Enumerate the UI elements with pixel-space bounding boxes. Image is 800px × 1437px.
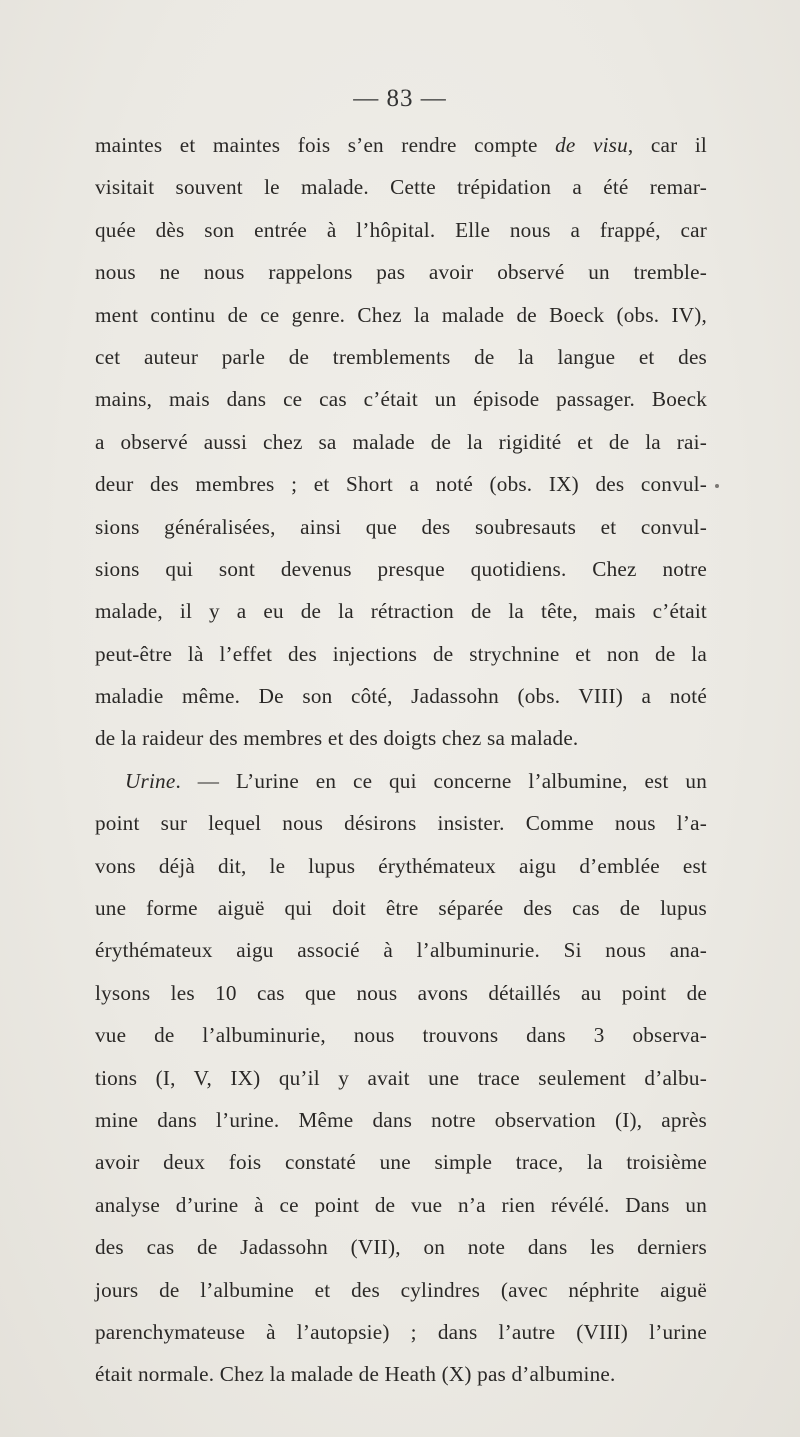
body-text xyxy=(95,124,707,1396)
page-number: — 83 — xyxy=(353,85,447,112)
text-line xyxy=(95,124,707,166)
text-run: . — L’urine en ce qui concerne l’albumine, est un xyxy=(175,768,707,793)
text-line xyxy=(95,760,707,802)
text-line xyxy=(95,1099,707,1141)
text-line xyxy=(95,633,707,675)
text-run: lysons les 10 cas que nous avons détaillés au point de xyxy=(95,980,707,1005)
text-line xyxy=(95,717,707,759)
text-run: a observé aussi chez sa malade de la rigidité et de la rai- xyxy=(95,429,707,454)
text-line xyxy=(95,251,707,293)
text-run: une forme aiguë qui doit être séparée des cas de lupus xyxy=(95,896,707,921)
text-run: érythémateux aigu associé à l’albuminurie. Si nous ana- xyxy=(95,938,707,963)
text-line xyxy=(95,887,707,929)
text-line xyxy=(95,336,707,378)
text-line xyxy=(95,463,707,505)
text-run: cet auteur parle de tremblements de la langue et des xyxy=(95,344,707,369)
text-line xyxy=(95,421,707,463)
text-run: point sur lequel nous désirons insister. Comme nous l’a- xyxy=(95,811,707,836)
text-line xyxy=(95,1184,707,1226)
margin-speck xyxy=(715,484,719,488)
text-run: tions (I, V, IX) qu’il y avait une trace seulement d’albu- xyxy=(95,1065,707,1090)
text-run: ment continu de ce genre. Chez la malade de Boeck (obs. IV), xyxy=(95,302,707,327)
text-run: analyse d’urine à ce point de vue n’a rien révélé. Dans un xyxy=(95,1192,707,1217)
text-run: vons déjà dit, le lupus érythémateux aigu d’emblée est xyxy=(95,853,707,878)
text-run: des cas de Jadassohn (VII), on note dans les derniers xyxy=(95,1235,707,1260)
text-line xyxy=(95,972,707,1014)
text-run: vue de l’albuminurie, nous trouvons dans 3 observa- xyxy=(95,1023,707,1048)
text-run: mine dans l’urine. Même dans notre observation (I), après xyxy=(95,1107,707,1132)
text-run: deur des membres ; et Short a noté (obs. IX) des convul- xyxy=(95,472,707,497)
text-run: maintes et maintes fois s’en rendre compte xyxy=(95,133,556,157)
text-run: parenchymateuse à l’autopsie) ; dans l’autre (VIII) l’urine xyxy=(95,1319,707,1344)
text-run: maladie même. De son côté, Jadassohn (obs. VIII) a noté xyxy=(95,684,707,709)
text-run: malade, il y a eu de la rétraction de la tête, mais c’était xyxy=(95,599,707,624)
text-line xyxy=(95,378,707,420)
text-line xyxy=(95,294,707,336)
text-run: , car il xyxy=(627,133,707,157)
text-line xyxy=(95,1311,707,1353)
text-line xyxy=(95,675,707,717)
text-run: avoir deux fois constaté une simple trace, la troisième xyxy=(95,1150,707,1175)
text-run: visitait souvent le malade. Cette trépidation a été remar- xyxy=(95,175,707,200)
text-line xyxy=(95,590,707,632)
italic-text: Urine xyxy=(125,768,176,793)
text-line xyxy=(95,209,707,251)
text-run: quée dès son entrée à l’hôpital. Elle nous a frappé, car xyxy=(95,217,707,242)
italic-text: de visu xyxy=(555,133,628,157)
text-line xyxy=(95,548,707,590)
text-run: de la raideur des membres et des doigts chez sa malade. xyxy=(95,726,579,751)
text-line xyxy=(95,166,707,208)
text-line xyxy=(95,1014,707,1056)
text-line xyxy=(95,1226,707,1268)
text-line xyxy=(95,1353,707,1395)
text-line xyxy=(95,845,707,887)
text-line xyxy=(95,1269,707,1311)
text-line xyxy=(95,506,707,548)
text-line xyxy=(95,1057,707,1099)
text-run: jours de l’albumine et des cylindres (avec néphrite aiguë xyxy=(95,1277,707,1302)
text-run: sions qui sont devenus presque quotidiens. Chez notre xyxy=(95,556,707,581)
text-line xyxy=(95,929,707,971)
text-line xyxy=(95,802,707,844)
text-run: sions généralisées, ainsi que des soubresauts et convul- xyxy=(95,514,707,539)
text-run: peut-être là l’effet des injections de strychnine et non de la xyxy=(95,641,707,666)
text-run: nous ne nous rappelons pas avoir observé un tremble- xyxy=(95,260,707,285)
text-line xyxy=(95,1141,707,1183)
text-run: mains, mais dans ce cas c’était un épisode passager. Boeck xyxy=(95,387,707,412)
text-run: était normale. Chez la malade de Heath (X) pas d’albumine. xyxy=(95,1362,616,1387)
